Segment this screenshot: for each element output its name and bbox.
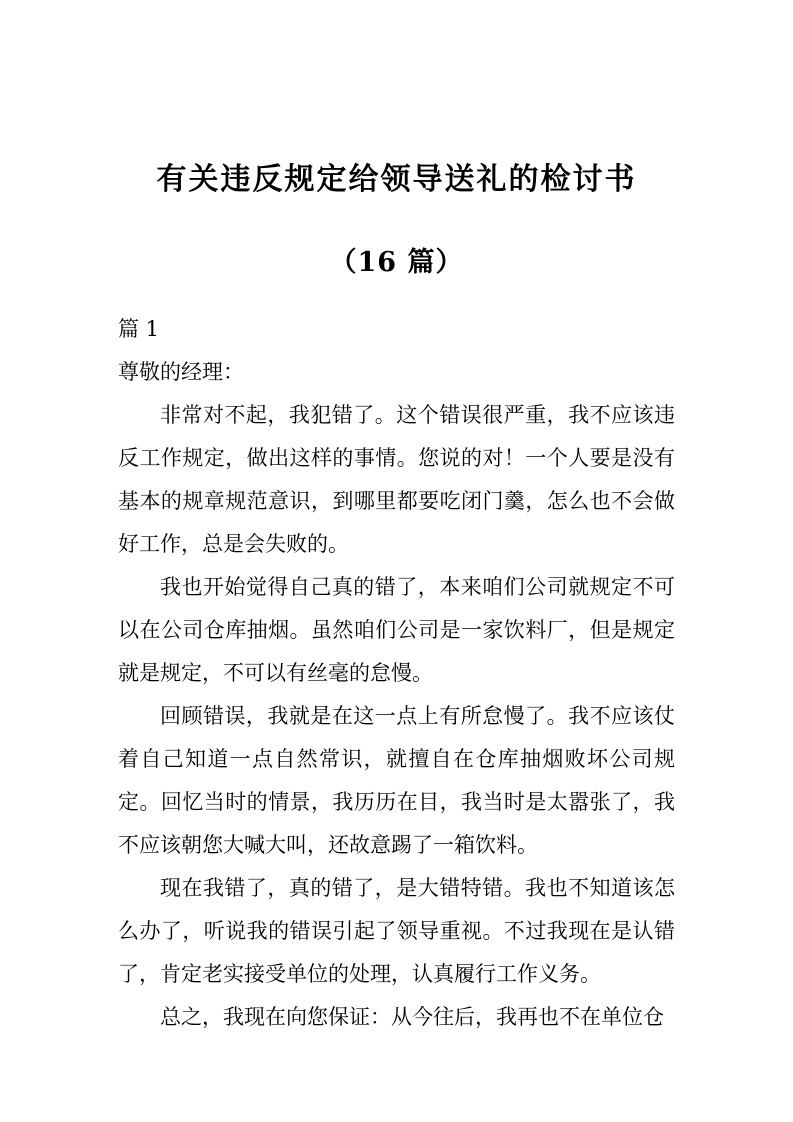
document-body bbox=[118, 308, 675, 1039]
body-paragraph: 非常对不起，我犯错了。这个错误很严重，我不应该违反工作规定，做出这样的事情。您说的对！一个人要是没有基本的规章规范意识，到哪里都要吃闭门羹，怎么也不会做好工作，总是会失败的。 bbox=[118, 403, 675, 556]
body-paragraph: 回顾错误，我就是在这一点上有所怠慢了。我不应该仗着自己知道一点自然常识，就擅自在仓库抽烟败坏公司规定。回忆当时的情景，我历历在目，我当时是太嚣张了，我不应该朝您大喊大叫，还故意踢了一箱饮料。 bbox=[118, 704, 675, 857]
document-subtitle: （16 篇） bbox=[329, 247, 464, 278]
body-paragraph: 我也开始觉得自己真的错了，本来咱们公司就规定不可以在公司仓库抽烟。虽然咱们公司是一家饮料厂，但是规定就是规定，不可以有丝毫的怠慢。 bbox=[118, 575, 675, 685]
body-paragraph: 总之，我现在向您保证：从今往后，我再也不在单位仓 bbox=[160, 1005, 664, 1029]
section-label: 篇 1 bbox=[118, 317, 160, 341]
salutation: 尊敬的经理： bbox=[118, 360, 244, 384]
document-title: 有关违反规定给领导送礼的检讨书 bbox=[156, 162, 637, 197]
body-paragraph: 现在我错了，真的错了，是大错特错。我也不知道该怎么办了，听说我的错误引起了领导重视。不过我现在是认错了，肯定老实接受单位的处理，认真履行工作义务。 bbox=[118, 876, 675, 986]
